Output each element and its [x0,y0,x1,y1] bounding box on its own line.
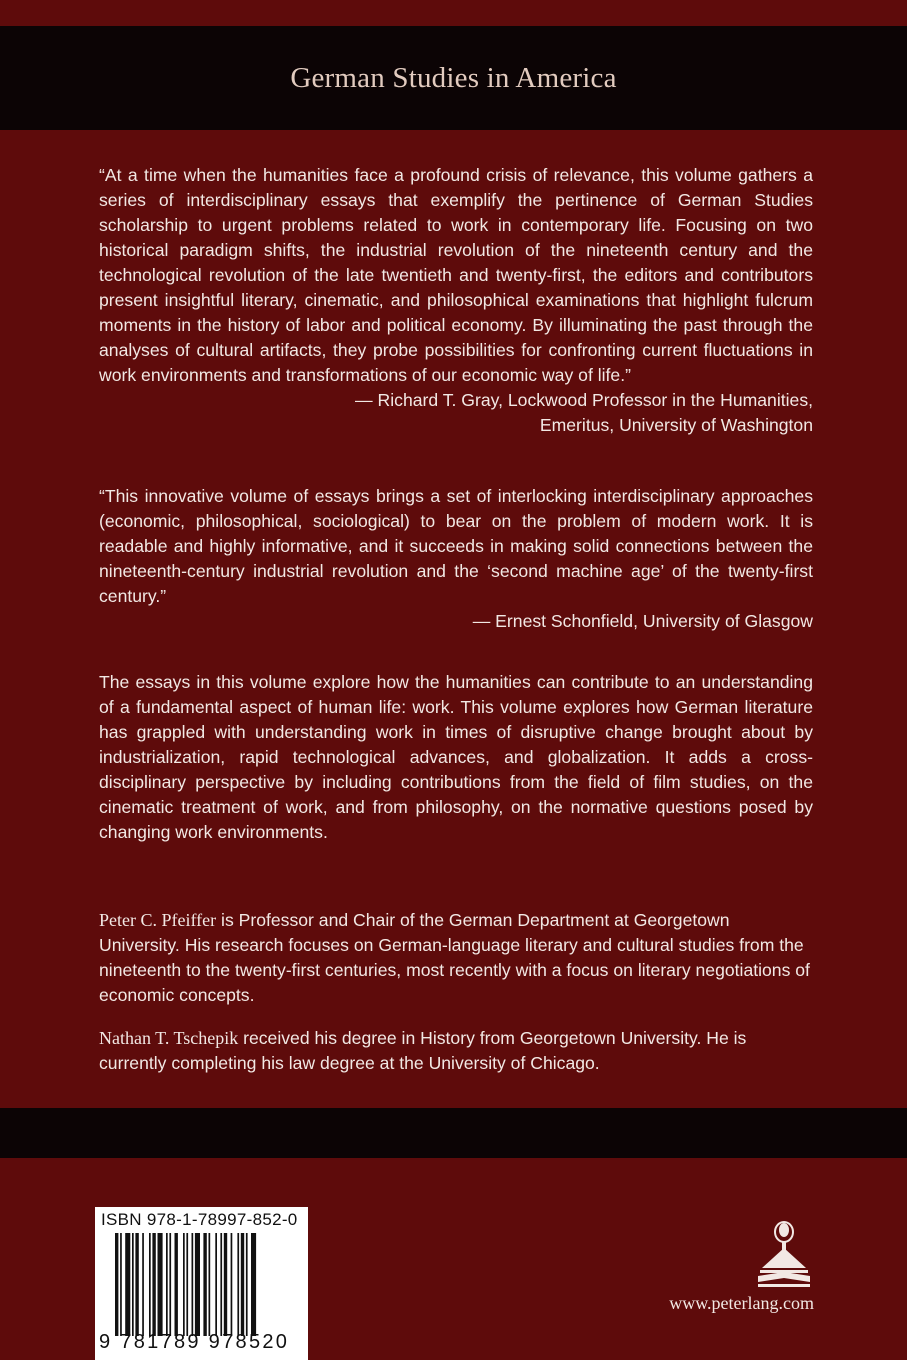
middle-band [0,1108,907,1158]
quote-2-attribution: — Ernest Schonfield, University of Glasgow [472,611,813,631]
barcode-bar [183,1233,185,1336]
bio-2-name: Nathan T. Tschepik [99,1028,239,1048]
barcode-bar [209,1233,211,1336]
isbn-label: ISBN 978-1-78997-852-0 [101,1210,298,1229]
barcode-bar [166,1233,168,1336]
author-bio-2 [99,1026,813,1076]
barcode-bar [224,1233,227,1336]
barcode-digits: 9 781789 978520 [99,1331,290,1353]
quote-1-text: “At a time when the humanities face a profound crisis of relevance, this volume gathers a series of interdisciplinary essays that exemplify the pertinence of German Studies scholarship to urgent problems related to work in contemporary life. Focusing on two historical paradigm shifts, the industrial revolution of the nineteenth century and the technological revolution of the late twentieth and twenty-first, the editors and contributors present insightful literary, cinematic, and philosophical examinations that highlight fulcrum moments in the history of labor and political economy. By illuminating the past through the analyses of cultural artifacts, they probe possibilities for confronting current fluctuations in work environments and transformations of our economic way of life.” [99,165,813,385]
barcode-bars [115,1233,301,1336]
barcode-bar [231,1233,233,1336]
barcode-bar [215,1233,217,1336]
quote-praise-2 [99,484,813,634]
barcode-bar [135,1233,138,1336]
barcode-bar [195,1233,200,1336]
barcode-bar [186,1233,188,1336]
barcode-bar [220,1233,222,1336]
barcode-bar [132,1233,134,1336]
bio-1-text: is Professor and Chair of the German Department at Georgetown University. His research focuses on German-language literary and cultural studies from the nineteenth to the twenty-first centuries, most recently with a focus on literary negotiations of economic concepts. [99,910,810,1005]
barcode-bar [237,1233,239,1336]
publisher-logo-icon [756,1218,812,1290]
barcode-box [95,1207,308,1360]
barcode-bar [152,1233,155,1336]
series-title: German Studies in America [290,62,617,94]
barcode-bar [246,1233,248,1336]
barcode-bar [241,1233,244,1336]
barcode-bar [149,1233,151,1336]
quote-praise-1 [99,163,813,438]
barcode-bar [203,1233,206,1336]
quote-1-attribution-line-1: — Richard T. Gray, Lockwood Professor in the Humanities, [355,390,813,410]
book-description [99,670,813,845]
bio-1-name: Peter C. Pfeiffer [99,910,217,930]
publisher-url: www.peterlang.com [669,1293,814,1313]
barcode-bar [142,1233,144,1336]
barcode-bar [192,1233,194,1336]
quote-2-text: “This innovative volume of essays brings a set of interlocking interdisciplinary approaches (economic, philosophical, sociological) to bear on the problem of modern work. It is readable and highly informative, and it succeeds in making solid connections between the nineteenth-century industrial revolution and the ‘second machine age’ of the twenty-first century.” [99,486,813,606]
description-text: The essays in this volume explore how the humanities can contribute to an understanding of a fundamental aspect of human life: work. This volume explores how German literature has grappled with understanding work in times of disruptive change brought about by industrialization, rapid technological advances, and globalization. It adds a cross-disciplinary perspective by including contributions from the field of film studies, on the cinematic treatment of work, and from philosophy, on the normative questions posed by changing work environments. [99,672,813,842]
barcode-bar [251,1233,256,1336]
barcode-bar [125,1233,130,1336]
barcode-bar [120,1233,122,1336]
barcode-bar [169,1233,171,1336]
author-bio-1 [99,908,813,1008]
bio-2-text: received his degree in History from Georgetown University. He is currently completing his law degree at the University of Chicago. [99,1028,747,1073]
barcode-bar [175,1233,178,1336]
barcode-bar [158,1233,163,1336]
quote-1-attribution-line-2: Emeritus, University of Washington [539,415,813,435]
barcode-bar [115,1233,118,1336]
